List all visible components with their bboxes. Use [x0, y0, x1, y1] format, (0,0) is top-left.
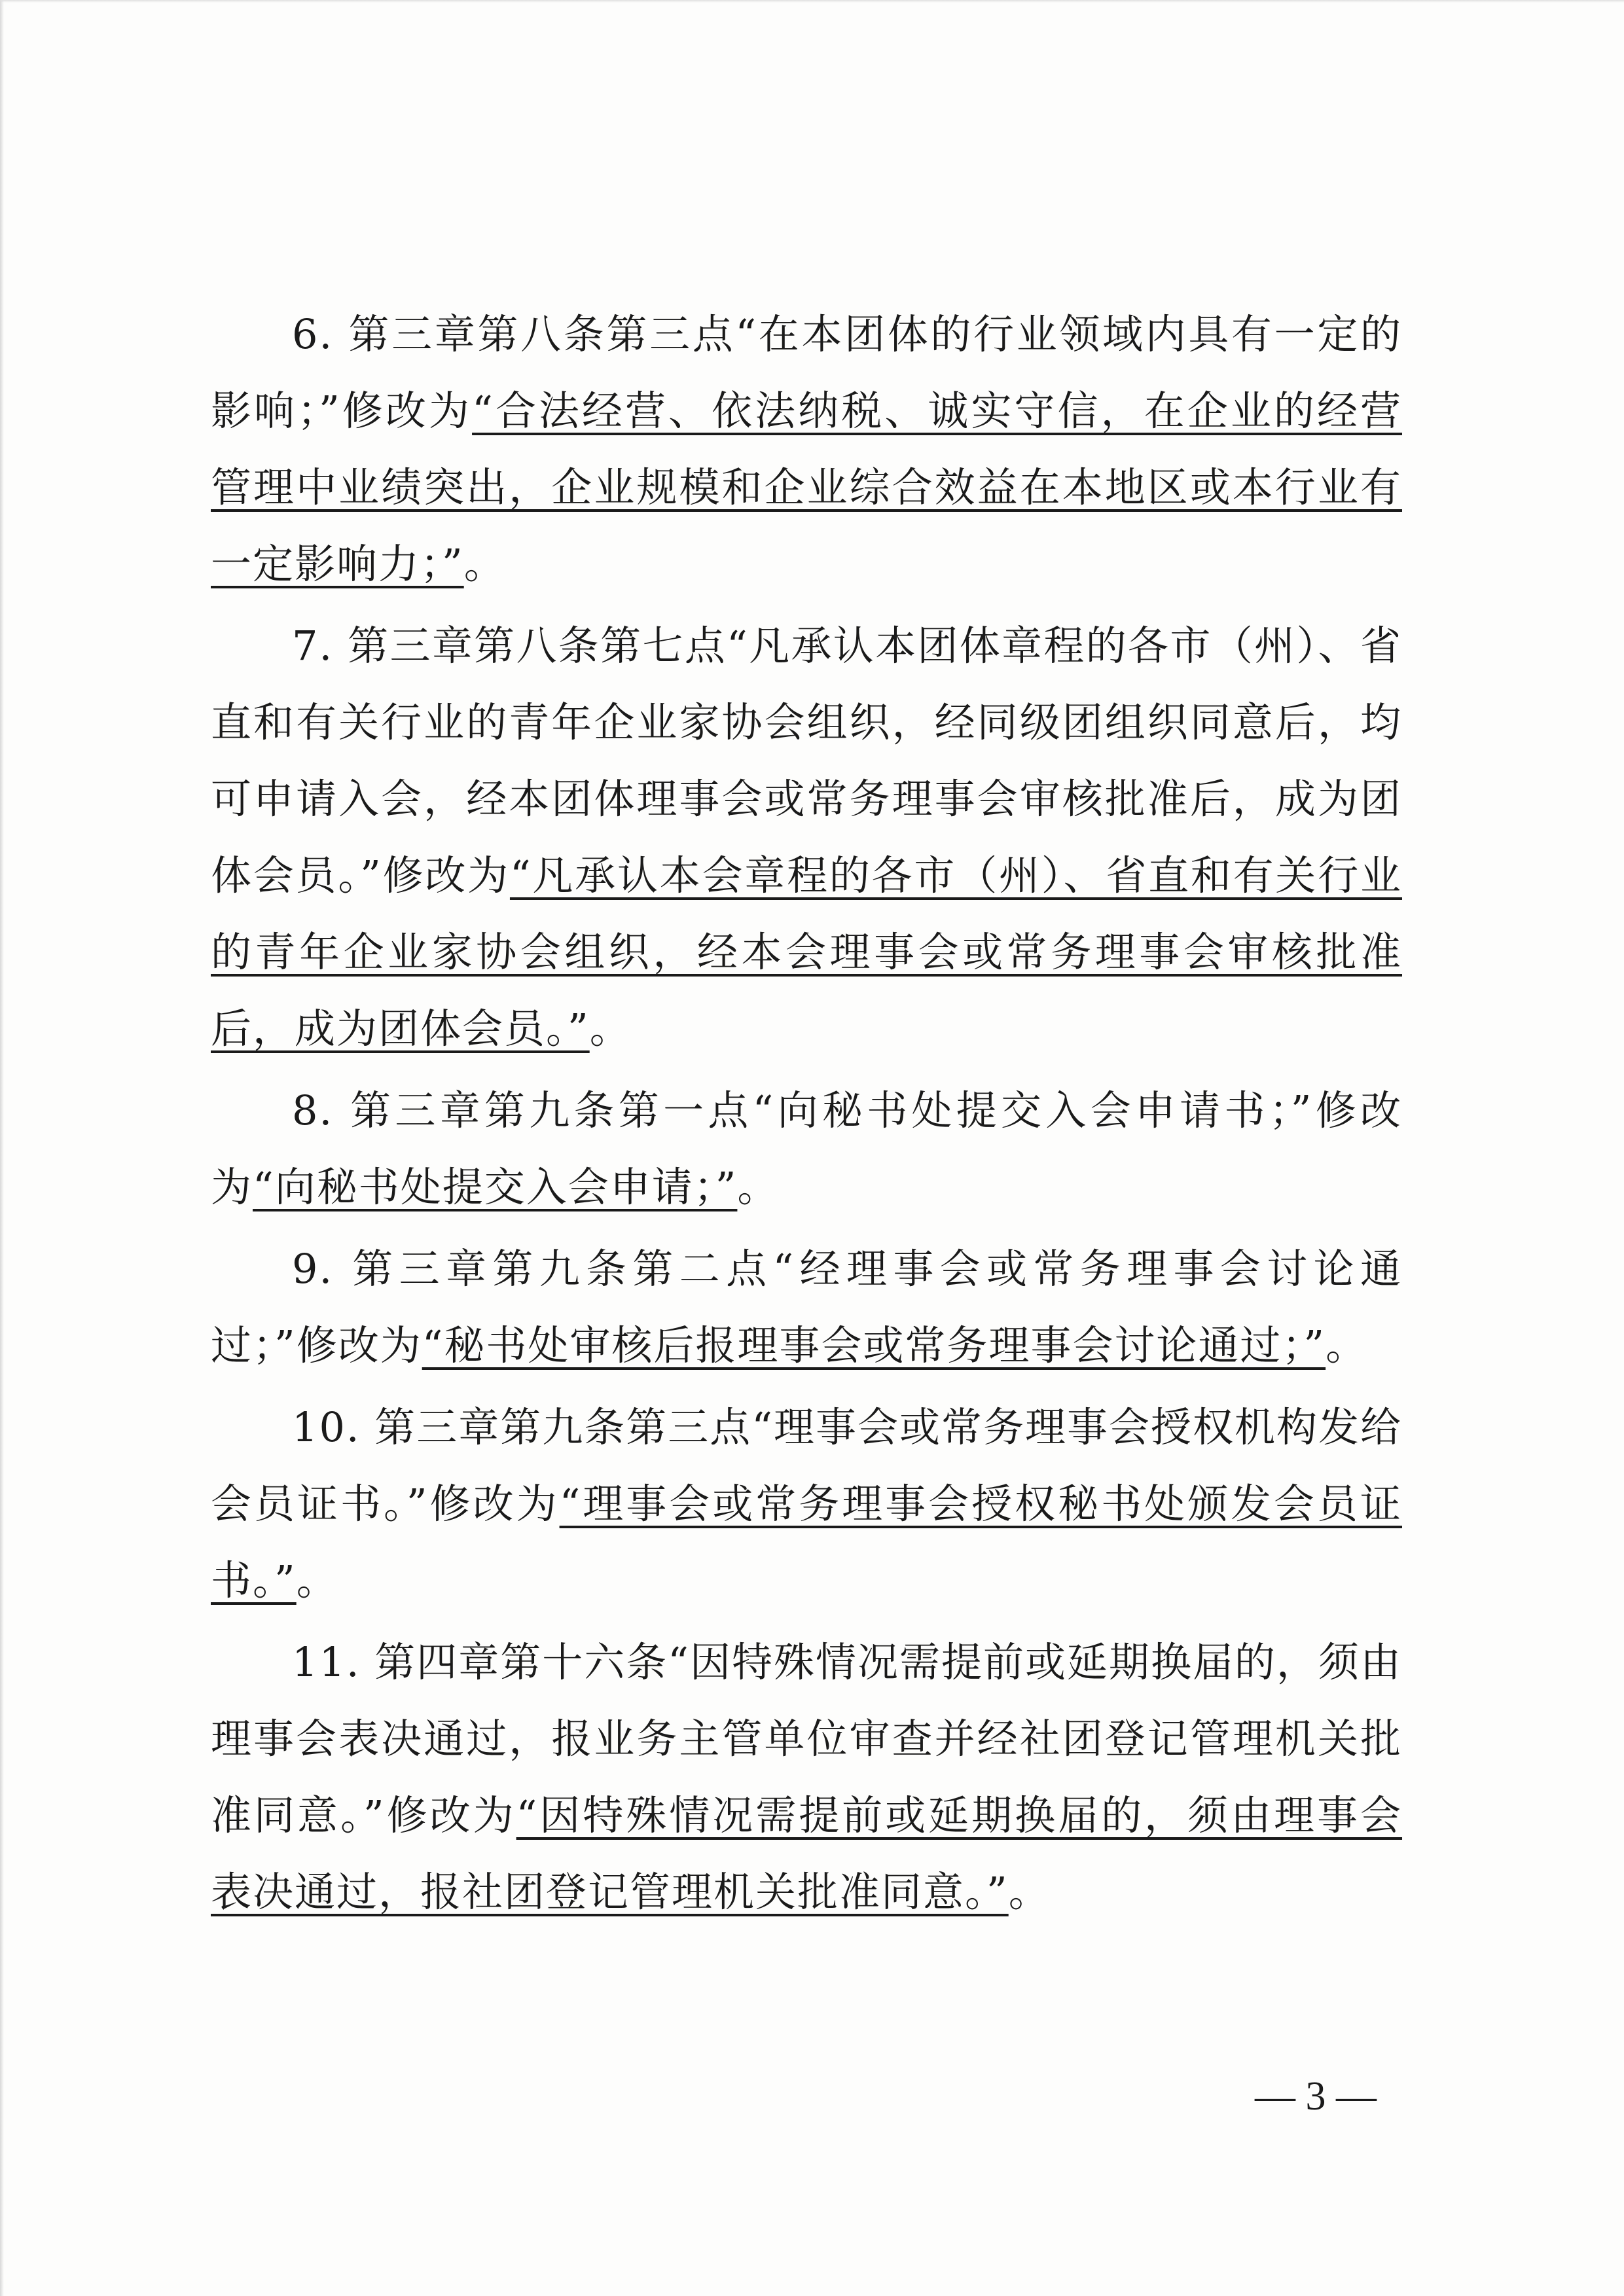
ending-punctuation: 。	[1008, 1868, 1051, 1916]
ending-punctuation: 。	[589, 1005, 632, 1052]
original-text: 6. 第三章第八条第三点“在本团体的行业领域内具有一定的影响；”修改为	[211, 310, 1402, 435]
ending-punctuation: 。	[737, 1163, 780, 1211]
revised-text: “因特殊情况需提前或延期换届的，须由理事会表决通过，报社团登记管理机关批准同意。”	[211, 1791, 1403, 1916]
scan-edge-left	[0, 0, 4, 2296]
amendment-item-10	[211, 1389, 1402, 1619]
original-text: 8. 第三章第九条第一点“向秘书处提交入会申请书；”修改为	[211, 1086, 1402, 1211]
ending-punctuation: 。	[296, 1556, 338, 1604]
revised-text: “向秘书处提交入会申请；”	[253, 1163, 738, 1211]
document-body	[211, 296, 1402, 1935]
amendment-item-11	[211, 1624, 1402, 1930]
original-text: 7. 第三章第八条第七点“凡承认本团体章程的各市（州）、省直和有关行业的青年企业家协会组织，经同级团组织同意后，均可申请入会，经本团体理事会或常务理事会审核批准后，成为团体会员。”修改为	[211, 622, 1402, 899]
revised-text: “凡承认本会章程的各市（州）、省直和有关行业的青年企业家协会组织，经本会理事会或常务理事会审核批准后，成为团体会员。”	[211, 852, 1402, 1052]
page-number: — 3 —	[1255, 2074, 1377, 2119]
ending-punctuation: 。	[463, 540, 506, 588]
scan-edge-top	[0, 0, 1624, 3]
amendment-item-7	[211, 607, 1402, 1067]
revised-text: “理事会或常务理事会授权秘书处颁发会员证书。”	[211, 1480, 1402, 1604]
original-text: 11. 第四章第十六条“因特殊情况需提前或延期换届的，须由理事会表决通过，报业务主管单位审查并经社团登记管理机关批准同意。”修改为	[211, 1638, 1403, 1839]
ending-punctuation: 。	[1326, 1321, 1368, 1369]
revised-text: “秘书处审核后报理事会或常务理事会讨论通过；”	[422, 1321, 1326, 1369]
original-text: 10. 第三章第九条第三点“理事会或常务理事会授权机构发给会员证书。”修改为	[211, 1403, 1403, 1528]
original-text: 9. 第三章第九条第二点“经理事会或常务理事会讨论通过；”修改为	[211, 1245, 1402, 1369]
amendment-item-8	[211, 1072, 1402, 1225]
amendment-item-6	[211, 296, 1402, 602]
revised-text: “合法经营、依法纳税、诚实守信，在企业的经营管理中业绩突出，企业规模和企业综合效益在本地区或本行业有一定影响力；”	[211, 387, 1402, 588]
amendment-item-9	[211, 1230, 1402, 1384]
